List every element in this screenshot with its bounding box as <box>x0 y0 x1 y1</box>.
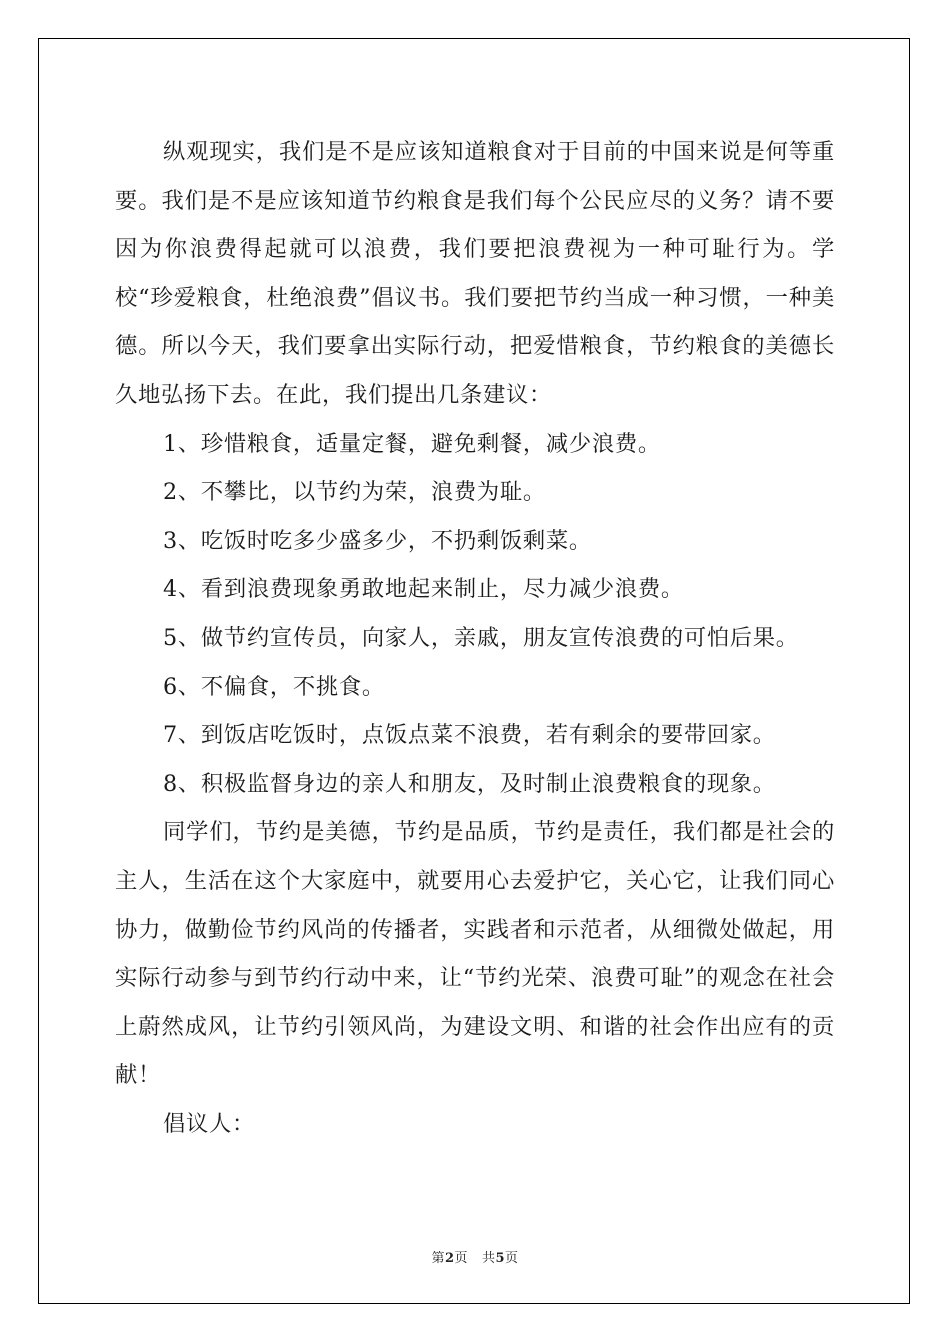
suggestion-item-4: 4、看到浪费现象勇敢地起来制止，尽力减少浪费。 <box>163 576 684 603</box>
suggestion-item-5: 5、做节约宣传员，向家人，亲戚，朋友宣传浪费的可怕后果。 <box>163 624 799 651</box>
suggestion-item-1: 1、珍惜粮食，适量定餐，避免剩餐，减少浪费。 <box>163 430 661 457</box>
total-suffix: 页 <box>505 1251 519 1266</box>
total-page-number: 5 <box>495 1251 506 1266</box>
current-page-number: 2 <box>444 1251 455 1266</box>
suggestion-item-6: 6、不偏食，不挑食。 <box>163 673 385 700</box>
closing-paragraph: 同学们，节约是美德，节约是品质，节约是责任，我们都是社会的主人，生活在这个大家庭中，就要用心去爱护它，关心它，让我们同心协力，做勤俭节约风尚的传播者，实践者和示范者，从细微处做起，用实际行动参与到节约行动中来，让“节约光荣、浪费可耻”的观念在社会上蔚然成风，让节约引领风尚，为建设文明、和谐的社会作出应有的贡献！ <box>115 819 835 1089</box>
suggestion-item-3: 3、吃饭时吃多少盛多少，不扔剩饭剩菜。 <box>163 527 592 554</box>
page-prefix: 第 <box>431 1251 445 1266</box>
page-footer <box>0 1247 950 1266</box>
document-body <box>115 128 835 1148</box>
suggestion-item-7: 7、到饭店吃饭时，点饭点菜不浪费，若有剩余的要带回家。 <box>163 722 776 749</box>
suggestion-item-2: 2、不攀比，以节约为荣，浪费为耻。 <box>163 479 546 506</box>
initiator-signature-line: 倡议人： <box>163 1110 255 1137</box>
suggestion-item-8: 8、积极监督身边的亲人和朋友，及时制止浪费粮食的现象。 <box>163 770 776 797</box>
intro-paragraph: 纵观现实，我们是不是应该知道粮食对于目前的中国来说是何等重要。我们是不是应该知道节约粮食是我们每个公民应尽的义务？请不要因为你浪费得起就可以浪费，我们要把浪费视为一种可耻行为。学校“珍爱粮食，杜绝浪费”倡议书。我们要把节约当成一种习惯，一种美德。所以今天，我们要拿出实际行动，把爱惜粮食，节约粮食的美德长久地弘扬下去。在此，我们提出几条建议： <box>115 139 835 408</box>
page-suffix: 页 <box>454 1251 469 1266</box>
total-prefix: 共 <box>481 1251 496 1266</box>
